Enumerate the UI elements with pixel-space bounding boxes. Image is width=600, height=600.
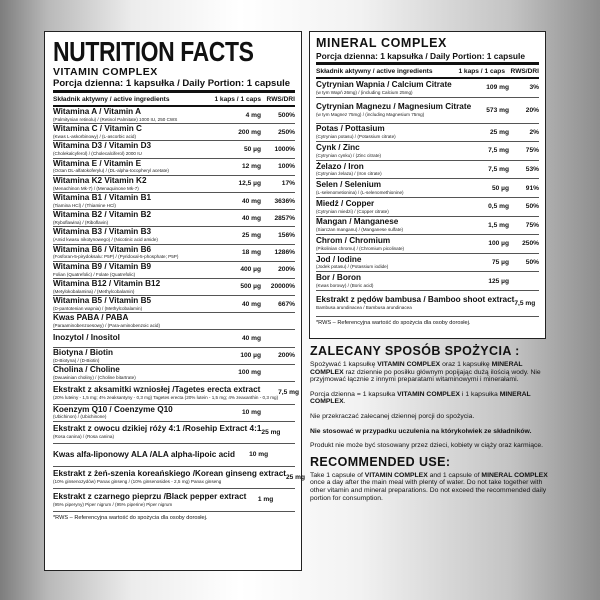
text-run: oraz 1 kapsułkę: [440, 361, 492, 368]
table-row: [53, 330, 295, 347]
rws-percent: 50%: [525, 203, 539, 211]
amount-per-capsule: 10 mg: [249, 451, 269, 459]
table-row: [53, 489, 295, 512]
ingredient-form: (Tiamina HCl) / (Thiamine HCl): [53, 202, 116, 208]
ingredient-cell: [316, 274, 473, 288]
table-row: [316, 161, 539, 180]
mineral-table-header: [316, 65, 539, 79]
usage-pl-paragraph-2: [310, 391, 548, 406]
ingredient-form: (Cytrynian żelaza) / (Iron citrate): [316, 171, 382, 177]
ingredient-form: (Cytrynian miedzi) / (Copper citrate): [316, 208, 389, 214]
rws-percent: 75%: [525, 221, 539, 229]
amount-per-capsule: 75 µg: [492, 259, 509, 267]
table-row: [53, 422, 295, 445]
amount-per-capsule: 25 mg: [261, 428, 281, 436]
ingredient-cell: [316, 237, 473, 251]
ingredient-name: Witamina K2 Vitamin K2: [53, 175, 147, 185]
table-row: [316, 272, 539, 291]
product-name: MINERAL COMPLEX: [310, 361, 523, 376]
rws-percent: 2857%: [274, 214, 295, 222]
header-caps: 1 kaps / 1 caps: [214, 96, 261, 103]
ingredient-name: Koenzym Q10 / Coenzyme Q10: [53, 404, 173, 414]
ingredient-name: Witamina B1 / Vitamin B1: [53, 193, 152, 203]
rws-percent: 3636%: [274, 197, 295, 205]
amount-per-capsule: 400 µg: [240, 266, 261, 274]
amount-per-capsule: 200 mg: [238, 128, 261, 136]
header-rws: RWS/DRI: [510, 68, 539, 75]
amount-per-capsule: 12 mg: [241, 163, 261, 171]
ingredient-form: Bambusa arundinacea / Bambusa arundinacea: [316, 305, 412, 311]
ingredient-name: Mangan / Manganese: [316, 217, 399, 227]
ingredient-cell: [316, 125, 473, 139]
ingredient-name: Jod / Iodine: [316, 254, 362, 264]
ingredient-form: (Dwuwinian choliny) / (Choline bitartrate): [53, 374, 136, 380]
ingredient-form: (Ryboflawina) / (Riboflavin): [53, 220, 109, 226]
ingredient-name: Ekstrakt z żeń-szenia koreańskiego /Korean ginseng extract: [53, 469, 286, 479]
ingredient-name: Kwas PABA / PABA: [53, 313, 129, 323]
rws-percent: 100%: [278, 163, 295, 171]
ingredient-form: (w tym Wapń 26mg) / (including Calcium 25mg): [316, 89, 413, 95]
text-run: raz dziennie po posiłku głównym popijając dużą ilością wody. Nie przyjmować łącznie z innymi preparatami witaminowymi i minerałami.: [310, 368, 541, 384]
vitamin-complex-panel: [44, 31, 306, 571]
ingredient-cell: [316, 296, 514, 310]
table-row: [316, 291, 539, 317]
rws-percent: 1000%: [274, 145, 295, 153]
table-row: [316, 179, 539, 198]
rws-percent: 17%: [281, 180, 295, 188]
ingredient-name: Cholina / Choline: [53, 364, 120, 374]
ingredient-name: Cytrynian Magnezu / Magnesium Citrate: [316, 102, 472, 112]
text-run: once a day after the main meal with plenty of water. Do not take together with other vitamin and mineral preparations. Do not exceed the recommended daily portion for consumption.: [310, 479, 547, 502]
ingredient-cell: [53, 246, 219, 260]
ingredient-name: Ekstrakt z pędów bambusa / Bamboo shoot extract: [316, 295, 515, 305]
amount-per-capsule: 100 µg: [488, 240, 509, 248]
amount-per-capsule: 109 mg: [486, 84, 509, 92]
amount-per-capsule: 25 mg: [285, 473, 306, 481]
ingredient-cell: [316, 144, 473, 158]
text-run: .: [343, 398, 346, 406]
table-row: [53, 262, 295, 279]
table-row: [53, 365, 295, 382]
ingredient-form: (Menachinon Mk-7) / (Menaquinone Mk-7): [53, 185, 139, 191]
nutrition-facts-title: NUTRITION FACTS: [53, 36, 254, 67]
header-ingredients: Składnik aktywny / active ingredients: [53, 96, 170, 103]
table-row: [53, 107, 295, 124]
amount-per-capsule: 7,5 mg: [488, 147, 509, 155]
ingredient-name: Witamina B9 / Vitamin B9: [53, 261, 152, 271]
ingredient-cell: [316, 256, 473, 270]
mineral-table-body: [316, 79, 539, 317]
ingredient-form: (Jodek potasu) / (Potassium iodide): [316, 264, 389, 270]
usage-title-en: RECOMMENDED USE:: [310, 454, 451, 469]
ingredient-name: Witamina E / Vitamin E: [53, 158, 142, 168]
rws-percent: 667%: [278, 300, 295, 308]
ingredient-form: (Kwas borowy) / (Boric acid): [316, 282, 374, 288]
amount-per-capsule: 1,5 mg: [488, 221, 509, 229]
rws-percent: 156%: [278, 231, 295, 239]
rws-percent: 500%: [278, 111, 295, 119]
ingredient-cell: [53, 334, 219, 343]
ingredient-name: Witamina B12 / Vitamin B12: [53, 278, 161, 288]
ingredient-form: (20% luteiny - 1,5 mg; 4% zeaksantyny - 0,3 mg) Tagetes erecta (20% lutein - 1,5 mg; 4% zeaxanthin - 0,3 mg): [53, 394, 279, 400]
vitamin-complex-subtitle: VITAMIN COMPLEX: [53, 66, 158, 78]
ingredient-form: (Palmitynian retinolu) / (Retinol Palmitate) 1000 IU, 250 CWS: [53, 116, 178, 122]
rws-percent: 50%: [525, 259, 539, 267]
product-name: VITAMIN COMPLEX: [397, 390, 461, 398]
rws-percent: 250%: [278, 128, 295, 136]
ingredient-form: (w tym Magnez 75mg) / (including Magnesium 75mg): [316, 111, 425, 117]
ingredient-cell: [53, 314, 219, 328]
table-row: [53, 348, 295, 365]
amount-per-capsule: 25 mg: [241, 231, 261, 239]
amount-per-capsule: 50 µg: [244, 145, 261, 153]
ingredient-form: (Metylokobalamina) / (Methylcobalamin): [53, 288, 135, 294]
ingredient-cell: [316, 200, 473, 214]
amount-per-capsule: 100 µg: [240, 352, 261, 360]
rws-percent: 200%: [278, 266, 295, 274]
ingredient-cell: [53, 142, 219, 156]
text-run: and 1 capsule of: [427, 471, 482, 479]
ingredient-form: (Octan DL-alfatokoferylu) / (DL-alpha-tocopheryl acetate): [53, 168, 169, 174]
amount-per-capsule: 0,5 mg: [488, 203, 509, 211]
ingredient-cell: [316, 218, 473, 232]
amount-per-capsule: 40 mg: [241, 335, 261, 343]
ingredient-cell: [53, 108, 219, 122]
table-row: [53, 193, 295, 210]
ingredient-name: Chrom / Chromium: [316, 235, 391, 245]
vitamin-table-header: [53, 93, 295, 107]
product-name: MINERAL COMPLEX: [310, 390, 531, 406]
mineral-complex-title: MINERAL COMPLEX: [316, 36, 447, 50]
ingredient-cell: [53, 125, 219, 139]
ingredient-form: (95% piperyny) Piper nigrum / (95% piperine) Piper nigrum: [53, 501, 173, 507]
table-row: [316, 254, 539, 273]
usage-pl-paragraph-1: [310, 361, 548, 384]
amount-per-capsule: 1 mg: [257, 496, 274, 504]
amount-per-capsule: 7,5 mg: [488, 166, 509, 174]
product-name: VITAMIN COMPLEX: [364, 471, 428, 479]
ingredient-form: (Amid kwasu nikotynowego) / (Nicotinic acid amide): [53, 237, 158, 243]
amount-per-capsule: 7,5 mg: [278, 389, 300, 397]
amount-per-capsule: 25 mg: [489, 128, 509, 136]
rws-percent: 20%: [525, 106, 539, 114]
amount-per-capsule: 573 mg: [486, 106, 509, 114]
table-row: [53, 405, 295, 422]
ingredient-form: (Siarczan manganu) / (Manganese sulfate): [316, 227, 404, 233]
rws-percent: 53%: [525, 166, 539, 174]
ingredient-cell: [53, 160, 219, 174]
table-row: [53, 124, 295, 141]
rws-percent: 2%: [529, 128, 539, 136]
table-row: [53, 467, 306, 490]
text-run: Take 1 capsule of: [310, 471, 365, 479]
table-row: [316, 142, 539, 161]
ingredient-form: (Paraaminobenzoesowy) / (Para-aminobenzoic acid): [53, 323, 160, 329]
ingredient-form: (Fosforan-5-pirydoksalu: P5P) / (Pyridoxal-5-phosphate; P5P): [53, 254, 179, 260]
ingredient-name: Witamina B3 / Vitamin B3: [53, 227, 152, 237]
ingredient-form: (D-pantotenian wapnia) / (Methylcobalamin): [53, 305, 143, 311]
ingredient-name: Biotyna / Biotin: [53, 347, 114, 357]
ingredient-cell: [53, 386, 278, 400]
table-row: [316, 79, 539, 98]
table-row: [53, 176, 295, 193]
ingredient-cell: [316, 81, 473, 95]
ingredient-form: (Cytrynian cynku) / (Zinc citrate): [316, 152, 382, 158]
amount-per-capsule: 18 mg: [241, 249, 261, 257]
ingredient-name: Witamina A / Vitamin A: [53, 107, 142, 117]
ingredient-cell: [53, 194, 219, 208]
ingredient-form: (L-selenometionina) / (L-selenomethionine): [316, 189, 404, 195]
ingredient-cell: [53, 406, 219, 420]
amount-per-capsule: 125 µg: [488, 277, 509, 285]
ingredient-cell: [53, 263, 219, 277]
table-row: [53, 141, 295, 158]
ingredient-name: Ekstrakt z czarnego pieprzu /Black pepper extract: [53, 491, 247, 501]
ingredient-name: Witamina C / Vitamin C: [53, 124, 142, 134]
table-row: [53, 313, 295, 330]
amount-per-capsule: 50 µg: [492, 184, 509, 192]
ingredient-name: Cynk / Zinc: [316, 142, 360, 152]
text-run: Porcja dzienna = 1 kapsułka: [310, 390, 398, 398]
text-run: i 1 kapsułka: [460, 390, 500, 398]
ingredient-form: (Ubichinon) / (Ubichinone): [53, 414, 107, 420]
ingredient-name: Żelazo / Iron: [316, 161, 364, 171]
ingredient-cell: [53, 349, 219, 363]
ingredient-cell: [53, 228, 219, 242]
ingredient-name: Witamina B6 / Vitamin B6: [53, 244, 152, 254]
usage-title-pl: ZALECANY SPOSÓB SPOŻYCIA :: [310, 344, 520, 358]
table-row: [53, 296, 295, 313]
vitamin-daily-portion: Porcja dzienna: 1 kapsułka / Daily Portion: 1 capsule: [53, 78, 295, 93]
rws-percent: 20000%: [270, 283, 295, 291]
ingredient-cell: [316, 181, 473, 195]
ingredient-name: Miedź / Copper: [316, 198, 375, 208]
usage-pl-paragraph-4: [310, 428, 548, 436]
vitamin-table-body: [53, 107, 306, 512]
ingredient-form: (Kwas L-askorbinowy) / (L-ascorbic acid): [53, 134, 136, 140]
ingredient-cell: [53, 451, 235, 460]
rws-percent: 75%: [525, 147, 539, 155]
amount-per-capsule: 10 mg: [241, 409, 261, 417]
ingredient-name: Kwas alfa-liponowy ALA /ALA alpha-lipoic acid: [53, 449, 235, 459]
amount-per-capsule: 12,5 µg: [238, 180, 261, 188]
amount-per-capsule: 40 mg: [241, 197, 261, 205]
ingredient-name: Potas / Pottasium: [316, 124, 385, 134]
usage-en-paragraph-1: [310, 472, 548, 502]
amount-per-capsule: 40 mg: [241, 300, 261, 308]
ingredient-name: Ekstrakt z aksamitki wzniosłej /Tagetes erecta extract: [53, 384, 261, 394]
usage-pl-paragraph-3: Nie przekraczać zalecanej dziennej porcji do spożycia.: [310, 412, 475, 420]
text-run: Spożywać 1 kapsułkę: [310, 361, 378, 368]
usage-pl-paragraph-5: Produkt nie może być stosowany przez dzieci, kobiety w ciąży oraz karmiące.: [310, 442, 544, 450]
table-row: [53, 444, 295, 467]
table-row: [316, 235, 539, 254]
ingredient-name: Witamina B2 / Vitamin B2: [53, 210, 152, 220]
vitamin-footnote: *RWS – Referencyjna wartość do spożycia dla osoby dorosłej.: [53, 514, 208, 521]
ingredient-cell: [53, 280, 219, 294]
ingredient-name: Selen / Selenium: [316, 180, 382, 190]
ingredient-cell: [53, 297, 219, 311]
ingredient-form: Folian (Quatrefolic) / Folate (Quatrefolic): [53, 271, 136, 277]
table-row: [53, 245, 295, 262]
table-row: [316, 198, 539, 217]
amount-per-capsule: 100 mg: [238, 369, 261, 377]
amount-per-capsule: 7,5 mg: [514, 299, 536, 307]
amount-per-capsule: 4 mg: [245, 111, 261, 119]
ingredient-form: (Cytrynian potasu) / (Potassium citrate): [316, 134, 396, 140]
mineral-complex-panel: [309, 31, 546, 339]
product-name: VITAMIN COMPLEX: [377, 361, 441, 368]
ingredient-cell: [53, 493, 246, 507]
ingredient-name: Bor / Boron: [316, 273, 362, 283]
ingredient-cell: [53, 470, 286, 484]
ingredient-cell: [316, 163, 473, 177]
header-ingredients: Składnik aktywny / active ingredients: [316, 68, 433, 75]
amount-per-capsule: 500 µg: [240, 283, 261, 291]
ingredient-cell: [53, 177, 219, 191]
ingredient-form: (Pikolinian chromu) / (Chromium picolinate): [316, 245, 405, 251]
ingredient-name: Inozytol / Inositol: [53, 333, 120, 343]
ingredient-cell: [316, 103, 473, 117]
ingredient-name: Cytrynian Wapnia / Calcium Citrate: [316, 79, 452, 89]
rws-percent: 1286%: [274, 249, 295, 257]
ingredient-cell: [53, 366, 219, 380]
header-caps: 1 kaps / 1 caps: [458, 68, 505, 75]
table-row: [316, 217, 539, 236]
ingredient-cell: [53, 211, 219, 225]
amount-per-capsule: 40 mg: [241, 214, 261, 222]
ingredient-form: (10% ginsenozydów) Panax ginseng / (10% ginsenosides - 2,5 mg) Panax ginseng: [53, 479, 222, 485]
ingredient-form: (Rosa canina) / (Rosa canina): [53, 434, 115, 440]
table-row: [53, 382, 300, 405]
ingredient-name: Witamina B5 / Vitamin B5: [53, 296, 152, 306]
ingredient-name: Witamina D3 / Vitamin D3: [53, 141, 152, 151]
table-row: [316, 98, 539, 124]
table-row: [316, 124, 539, 143]
mineral-daily-portion: Porcja dzienna: 1 kapsułka / Daily Portion: 1 capsule: [316, 51, 539, 65]
rws-percent: 91%: [525, 184, 539, 192]
product-name: MINERAL COMPLEX: [481, 471, 548, 479]
usage-section: [310, 345, 548, 502]
table-row: [53, 279, 295, 296]
rws-percent: 3%: [529, 84, 539, 92]
table-row: [53, 159, 295, 176]
rws-percent: 200%: [278, 352, 295, 360]
ingredient-cell: [53, 425, 261, 439]
warning-text: Nie stosować w przypadku uczulenia na którykolwiek ze składników.: [310, 427, 532, 435]
ingredient-form: (D-Biotyna) / (D-Biotin): [53, 357, 100, 363]
ingredient-form: (Cholekalcyferol) / (Cholecalciferol) 2000 IU: [53, 151, 142, 157]
table-row: [53, 210, 295, 227]
header-rws: RWS/DRI: [266, 96, 295, 103]
mineral-footnote: *RWS – Referencyjna wartość do spożycia dla osoby dorosłej.: [316, 319, 471, 326]
ingredient-name: Ekstrakt z owocu dzikiej róży 4:1 /Rosehip Extract 4:1: [53, 424, 262, 434]
rws-percent: 250%: [522, 240, 539, 248]
table-row: [53, 227, 295, 244]
